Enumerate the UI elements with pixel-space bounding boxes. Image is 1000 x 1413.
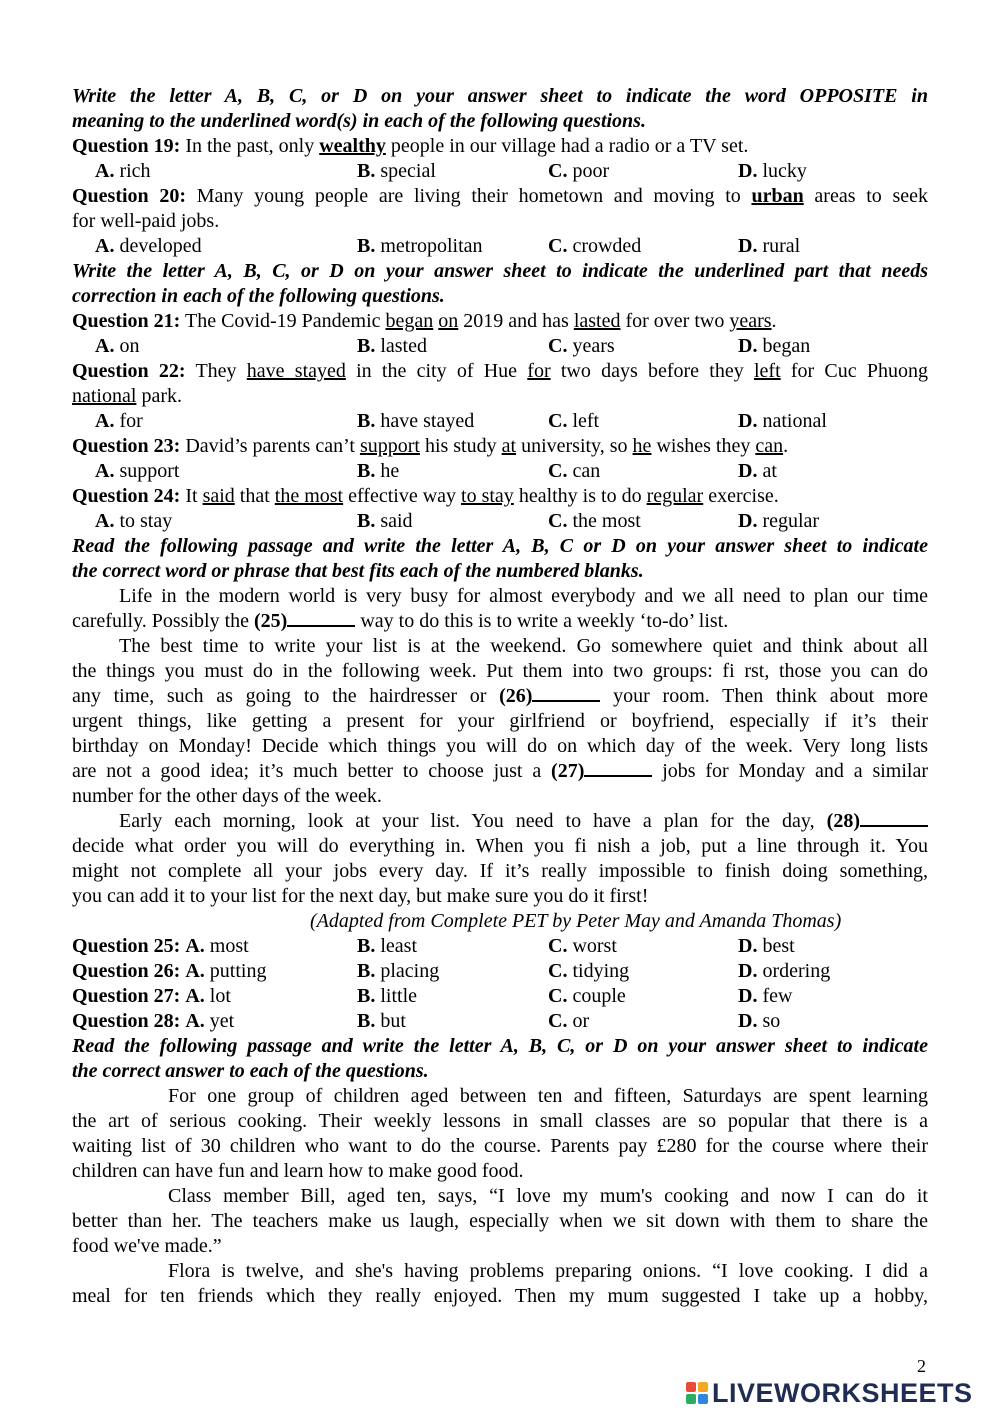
option-b[interactable]: B. least <box>357 935 417 957</box>
passage2-line: waiting list of 30 children who want to do the course. Parents pay £280 for the course where their <box>72 1135 928 1157</box>
passage1-line: decide what order you will do everything in. When you fi nish a job, put a line through it. You <box>72 835 928 857</box>
options-24 <box>72 509 928 534</box>
option-c[interactable]: C. tidying <box>548 960 630 982</box>
instruction-cloze-1: Read the following passage and write the letter A, B, C or D on your answer sheet to indicate <box>72 535 928 557</box>
option-c[interactable]: C. years <box>548 335 615 357</box>
option-c[interactable]: C. poor <box>548 160 610 182</box>
option-d[interactable]: D. rural <box>738 235 801 257</box>
option-a[interactable]: Question 25: A. most <box>72 935 249 957</box>
passage1-line: Life in the modern world is very busy for almost everybody and we all need to plan our time <box>119 585 928 607</box>
cloze-question-28 <box>72 1009 928 1034</box>
passage1-line: urgent things, like getting a present for your girlfriend or boyfriend, especially if it’s their <box>72 710 928 732</box>
passage1-line: Early each morning, look at your list. You need to have a plan for the day, (28) <box>72 809 928 834</box>
question-24: Question 24: It said that the most effective way to stay healthy is to do regular exercise. <box>72 485 779 507</box>
logo-grid-icon <box>686 1382 708 1404</box>
option-d[interactable]: D. at <box>738 460 777 482</box>
option-a[interactable]: A. on <box>95 335 140 357</box>
option-c[interactable]: C. couple <box>548 985 626 1007</box>
question-20-cont: for well-paid jobs. <box>72 210 220 232</box>
question-label: Question 21: <box>72 310 181 332</box>
option-c[interactable]: C. can <box>548 460 601 482</box>
question-label: Question 23: <box>72 435 181 457</box>
answer-blank-25[interactable] <box>287 609 355 627</box>
instruction-correction-1: Write the letter A, B, C, or D on your answer sheet to indicate the underlined part that needs <box>72 260 928 282</box>
option-a[interactable]: A. rich <box>95 160 151 182</box>
passage1-line: number for the other days of the week. <box>72 785 382 807</box>
question-22-cont: national park. <box>72 385 182 407</box>
option-c[interactable]: C. left <box>548 410 600 432</box>
option-c[interactable]: C. crowded <box>548 235 642 257</box>
passage1-line: any time, such as going to the hairdresser or (26) your room. Then think about more <box>72 685 929 707</box>
passage1-line: are not a good idea; it’s much better to choose just a (27) jobs for Monday and a similar <box>72 760 928 782</box>
option-d[interactable]: D. best <box>738 935 795 957</box>
passage1-line: the things you must do in the following week. Put them into two groups: fi rst, those you can do <box>72 660 928 682</box>
options-20 <box>72 234 928 259</box>
options-19 <box>72 159 928 184</box>
option-b[interactable]: B. have stayed <box>357 410 475 432</box>
instruction-opposite-2: meaning to the underlined word(s) in each of the following questions. <box>72 110 646 132</box>
option-b[interactable]: B. but <box>357 1010 406 1032</box>
cloze-question-25 <box>72 934 928 959</box>
option-a[interactable]: Question 27: A. lot <box>72 985 231 1007</box>
passage2-line: children can have fun and learn how to make good food. <box>72 1160 524 1182</box>
question-label: Question 20: <box>72 185 187 207</box>
option-b[interactable]: B. little <box>357 985 418 1007</box>
blank-number: (27) <box>551 760 585 782</box>
passage-source: (Adapted from Complete PET by Peter May and Amanda Thomas) <box>310 910 842 932</box>
passage2-line: Flora is twelve, and she's having problems preparing onions. “I love cooking. I did a <box>168 1260 928 1282</box>
passage1-line: might not complete all your jobs every day. If it’s really impossible to finish doing something, <box>72 860 928 882</box>
option-a[interactable]: A. developed <box>95 235 202 257</box>
options-21 <box>72 334 928 359</box>
cloze-question-26 <box>72 959 928 984</box>
option-c[interactable]: C. or <box>548 1010 590 1032</box>
option-b[interactable]: B. placing <box>357 960 440 982</box>
option-a[interactable]: Question 26: A. putting <box>72 960 267 982</box>
option-d[interactable]: D. lucky <box>738 160 807 182</box>
option-a[interactable]: A. support <box>95 460 180 482</box>
underlined-word: wealthy <box>319 135 386 157</box>
passage2-line: better than her. The teachers make us laugh, especially when we sit down with them to share the <box>72 1210 928 1232</box>
blank-number: (25) <box>254 610 288 632</box>
question-20: Question 20: Many young people are living their hometown and moving to urban areas to seek <box>72 185 928 207</box>
option-b[interactable]: B. said <box>357 510 413 532</box>
passage2-line: the art of serious cooking. Their weekly lessons in small classes are so popular that there is a <box>72 1110 928 1132</box>
options-22 <box>72 409 928 434</box>
question-label: Question 19: <box>72 135 181 157</box>
option-d[interactable]: D. began <box>738 335 811 357</box>
underlined-word: urban <box>751 185 804 207</box>
cloze-question-27 <box>72 984 928 1009</box>
passage2-line: food we've made.” <box>72 1235 222 1257</box>
passage2-line: For one group of children aged between ten and fifteen, Saturdays are spent learning <box>168 1085 928 1107</box>
option-b[interactable]: B. special <box>357 160 436 182</box>
blank-number: (28) <box>826 810 860 832</box>
question-label: Question 22: <box>72 360 186 382</box>
worksheet-content <box>72 84 928 1309</box>
option-a[interactable]: Question 28: A. yet <box>72 1010 235 1032</box>
option-b[interactable]: B. lasted <box>357 335 427 357</box>
option-c[interactable]: C. the most <box>548 510 641 532</box>
blank-number: (26) <box>499 685 533 707</box>
option-a[interactable]: A. to stay <box>95 510 173 532</box>
instruction-reading-2: the correct answer to each of the questions. <box>72 1060 429 1082</box>
liveworksheets-logo[interactable] <box>686 1379 973 1407</box>
instruction-reading-1: Read the following passage and write the letter A, B, C, or D on your answer sheet to indicate <box>72 1035 928 1057</box>
option-b[interactable]: B. metropolitan <box>357 235 483 257</box>
option-d[interactable]: D. few <box>738 985 793 1007</box>
options-23 <box>72 459 928 484</box>
option-b[interactable]: B. he <box>357 460 400 482</box>
passage2-line: Class member Bill, aged ten, says, “I love my mum's cooking and now I can do it <box>168 1185 928 1207</box>
passage1-line: you can add it to your list for the next day, but make sure you do it first! <box>72 885 649 907</box>
instruction-correction-2: correction in each of the following questions. <box>72 285 445 307</box>
question-label: Question 24: <box>72 485 181 507</box>
answer-blank-28[interactable] <box>860 809 928 827</box>
instruction-opposite-1: Write the letter A, B, C, or D on your answer sheet to indicate the word OPPOSITE in <box>72 85 928 107</box>
option-d[interactable]: D. so <box>738 1010 781 1032</box>
answer-blank-27[interactable] <box>584 759 652 777</box>
instruction-cloze-2: the correct word or phrase that best fits each of the numbered blanks. <box>72 560 644 582</box>
option-d[interactable]: D. regular <box>738 510 820 532</box>
option-d[interactable]: D. ordering <box>738 960 831 982</box>
passage1-line: birthday on Monday! Decide which things you will do on which day of the week. Very long lists <box>72 735 928 757</box>
logo-text: LIVEWORKSHEETS <box>712 1377 973 1408</box>
passage2-line: meal for ten friends which they really enjoyed. Then my mum suggested I take up a hobby, <box>72 1285 928 1307</box>
option-d[interactable]: D. national <box>738 410 827 432</box>
question-19: Question 19: In the past, only wealthy people in our village had a radio or a TV set. <box>72 135 749 157</box>
passage1-line: The best time to write your list is at the weekend. Go somewhere quiet and think about all <box>119 635 928 657</box>
option-a[interactable]: A. for <box>95 410 143 432</box>
answer-blank-26[interactable] <box>532 684 600 702</box>
question-22: Question 22: They have stayed in the city of Hue for two days before they left for Cuc Phuong <box>72 360 928 382</box>
passage1-line: carefully. Possibly the (25) way to do this is to write a weekly ‘to-do’ list. <box>72 610 729 632</box>
page-number: 2 <box>917 1356 926 1376</box>
question-23: Question 23: David’s parents can’t support his study at university, so he wishes they can. <box>72 435 789 457</box>
question-21: Question 21: The Covid-19 Pandemic began on 2019 and has lasted for over two years. <box>72 310 777 332</box>
option-c[interactable]: C. worst <box>548 935 617 957</box>
